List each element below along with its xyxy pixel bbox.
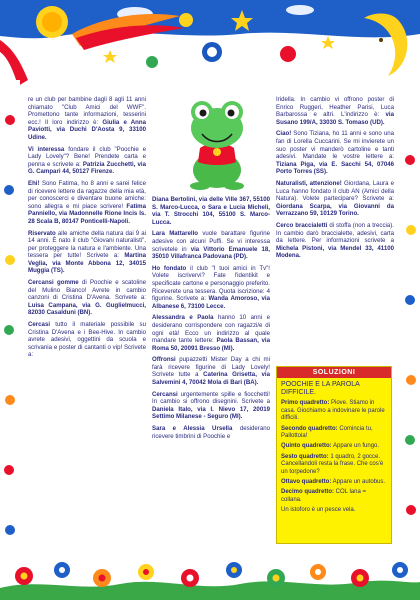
- letter-paragraph: Offronsi pupazzetti Mister Day a chi mi farà ricevere figurine di Lady Lovely! Scrivete tutte a Caterina Grisetta, via Salvemini 4, 70042 Mola di Bari (BA).: [152, 356, 270, 387]
- letter-paragraph: Lara Mattarello vuole barattare figurine adesive con alcuni Puffi. Se vi interessa scrivetele in via Vittorio Emanuele 18, 35010 Villafranca Padovana (PD).: [152, 230, 270, 261]
- sun-icon: [36, 6, 68, 38]
- letter-paragraph: Diana Bertolini, via delle Ville 367, 55100 S. Marco-Lucca, o Sara e Lucia Micheli, via T. Strocchi 104, 55100 S. Marco-Lucca.: [152, 196, 270, 226]
- text-column-1: [28, 96, 146, 548]
- letter-paragraph: Cercasi tutto il materiale possibile su Cristina D'Avena e i Bee-Hive. In cambio avrete adesivi, oggettini da scuola e scrivania e poster di cantanti o vip! Scrivete a:: [28, 321, 146, 359]
- letter-paragraph: Naturalisti, attenzione! Giordana, Laura e Luca hanno fondato il club AN (Amici della Natura). Volete partecipare? Scrivete a: Giordana Scarpa, via Giovanni da Verrazzano 59, 10129 Torino.: [276, 179, 394, 218]
- solutions-body: [277, 378, 391, 521]
- letter-paragraph: Cercansi gomme di Poochie e scatoline del Mulino Bianco! Avrete in cambio canzoni di Cristina D'Avena. Scrivete a: Luisa Campana, via G. Guglielmucci, 82030 Casalduni (BN).: [28, 279, 146, 317]
- text-column-2: [152, 196, 270, 548]
- letter-paragraph: Ehi! Sono Fatima, ho 8 anni e sarei felice di ricevere lettere da ragazze della mia età, per conoscerci e diventare buone amiche: sono allegra e mi piace scrivere! Fatima Panniello, via Madonnelle Rione Incis Is. 28 Scala B, 80147 Ponticelli-Napoli.: [28, 179, 146, 225]
- solution-item: Secondo quadretto: Comincia tu, Pallottola!: [281, 425, 373, 440]
- solution-item: Ottavo quadretto: Appare un autobus.: [281, 479, 386, 486]
- text-column-3: [276, 96, 394, 362]
- top-decorative-border: [0, 0, 420, 96]
- letter-paragraph: Cercansi urgentemente spille e fiocchetti! In cambio si offrono disegnini. Scrivete a Daniela Italo, via I. Nievo 17, 20019 Settimo Milanese - Seguro (MI).: [152, 390, 270, 421]
- solution-item: Un istoforo è un pesce vela.: [281, 507, 356, 514]
- letter-paragraph: re un club per bambine dagli 8 agli 11 anni chiamato "Club Amici del WWF". Promettono tante informazioni, tesserini ecc.! Il loro indirizzo è: Giulia e Anna Paviotti, via Duchi D'Aosta 9, 33100 Udine.: [28, 96, 146, 141]
- left-decorative-border: [0, 80, 20, 560]
- right-decorative-border: [400, 80, 420, 560]
- solution-item: Quinto quadretto: Appare un fungo.: [281, 443, 380, 450]
- solution-item: Decimo quadretto: COL lana = collana.: [281, 489, 366, 503]
- letter-paragraph: Ciao! Sono Tiziana, ho 11 anni e sono una fan di Lorella Cuccarini. Se mi invierete un suo poster vi manderò cartoline e tanti adesivi. Mandate le vostre lettere a: Tiziana Piga, via E. Sacchi 54, 07046 Porto Torres (SS).: [276, 130, 394, 176]
- letter-paragraph: Iridella. In cambio vi offrono poster di Enrico Ruggeri, Heather Parisi, Luca Barbarossa e altri. L'indirizzo è: via Susano 199/A, 33030 S. Tomaso (UD).: [276, 96, 394, 126]
- bottom-flower-border: [0, 548, 420, 600]
- solutions-heading: SOLUZIONI: [277, 367, 391, 378]
- solutions-title: POOCHIE E LA PAROLA DIFFICILE.: [281, 381, 360, 397]
- letter-paragraph: Alessandra e Paola hanno 10 anni e desiderano corrispondere con ragazzi/e di ogni età! Ecco un indirizzo al quale mandare tante lettere: Paola Bassan, via Roma 50, 20091 Bresso (MI).: [152, 314, 270, 352]
- letter-paragraph: Sara e Alessia Ursella desiderano ricevere timbrini di Poochie e: [152, 425, 270, 440]
- solution-item: Primo quadretto: Piove. Stiamo in casa. Giochiamo a indovinare le parole difficili.: [281, 400, 385, 422]
- letter-paragraph: Ho fondato il club "I tuoi amici in Tv"! Volete iscrivervi? Fate l'identikit e specificate cartone e personaggio preferito. Riceverete una tessera. Quota iscrizione: 4 figurine. Scrivete a: Wanda Amoroso, via Albanese 6, 73100 Lecce.: [152, 264, 270, 310]
- letter-paragraph: Vi interessa fondare il club "Poochie e Lady Lovely"? Bene! Prendete carta e penna e scrivete a: Patrizia Zucchetti, via G. Campari 44, 50127 Firenze.: [28, 145, 146, 176]
- solutions-box: [276, 366, 392, 544]
- letter-paragraph: Riservato alle amiche della natura dai 9 ai 14 anni. È nato il club "Giovani naturalisti", per proteggere la natura e l'ambiente. Una tessera per tutte! Scrivete a: Martina Veglia, via Monte Abbona 12, 34015 Muggia (TS).: [28, 229, 146, 275]
- letter-paragraph: Cerco braccialetti di stoffa (non a treccia). In cambio darò braccialette, adesivi, carta da lettere. Per informazioni scrivete a Michela Pistoni, via Mendel 33, 41100 Modena.: [276, 221, 394, 260]
- solution-item: Sesto quadretto: 1 quadro, 2 gocce. Cancellandoli resta la frase. Che cos'è un torpedone?: [281, 453, 384, 475]
- frog-illustration: [178, 92, 256, 192]
